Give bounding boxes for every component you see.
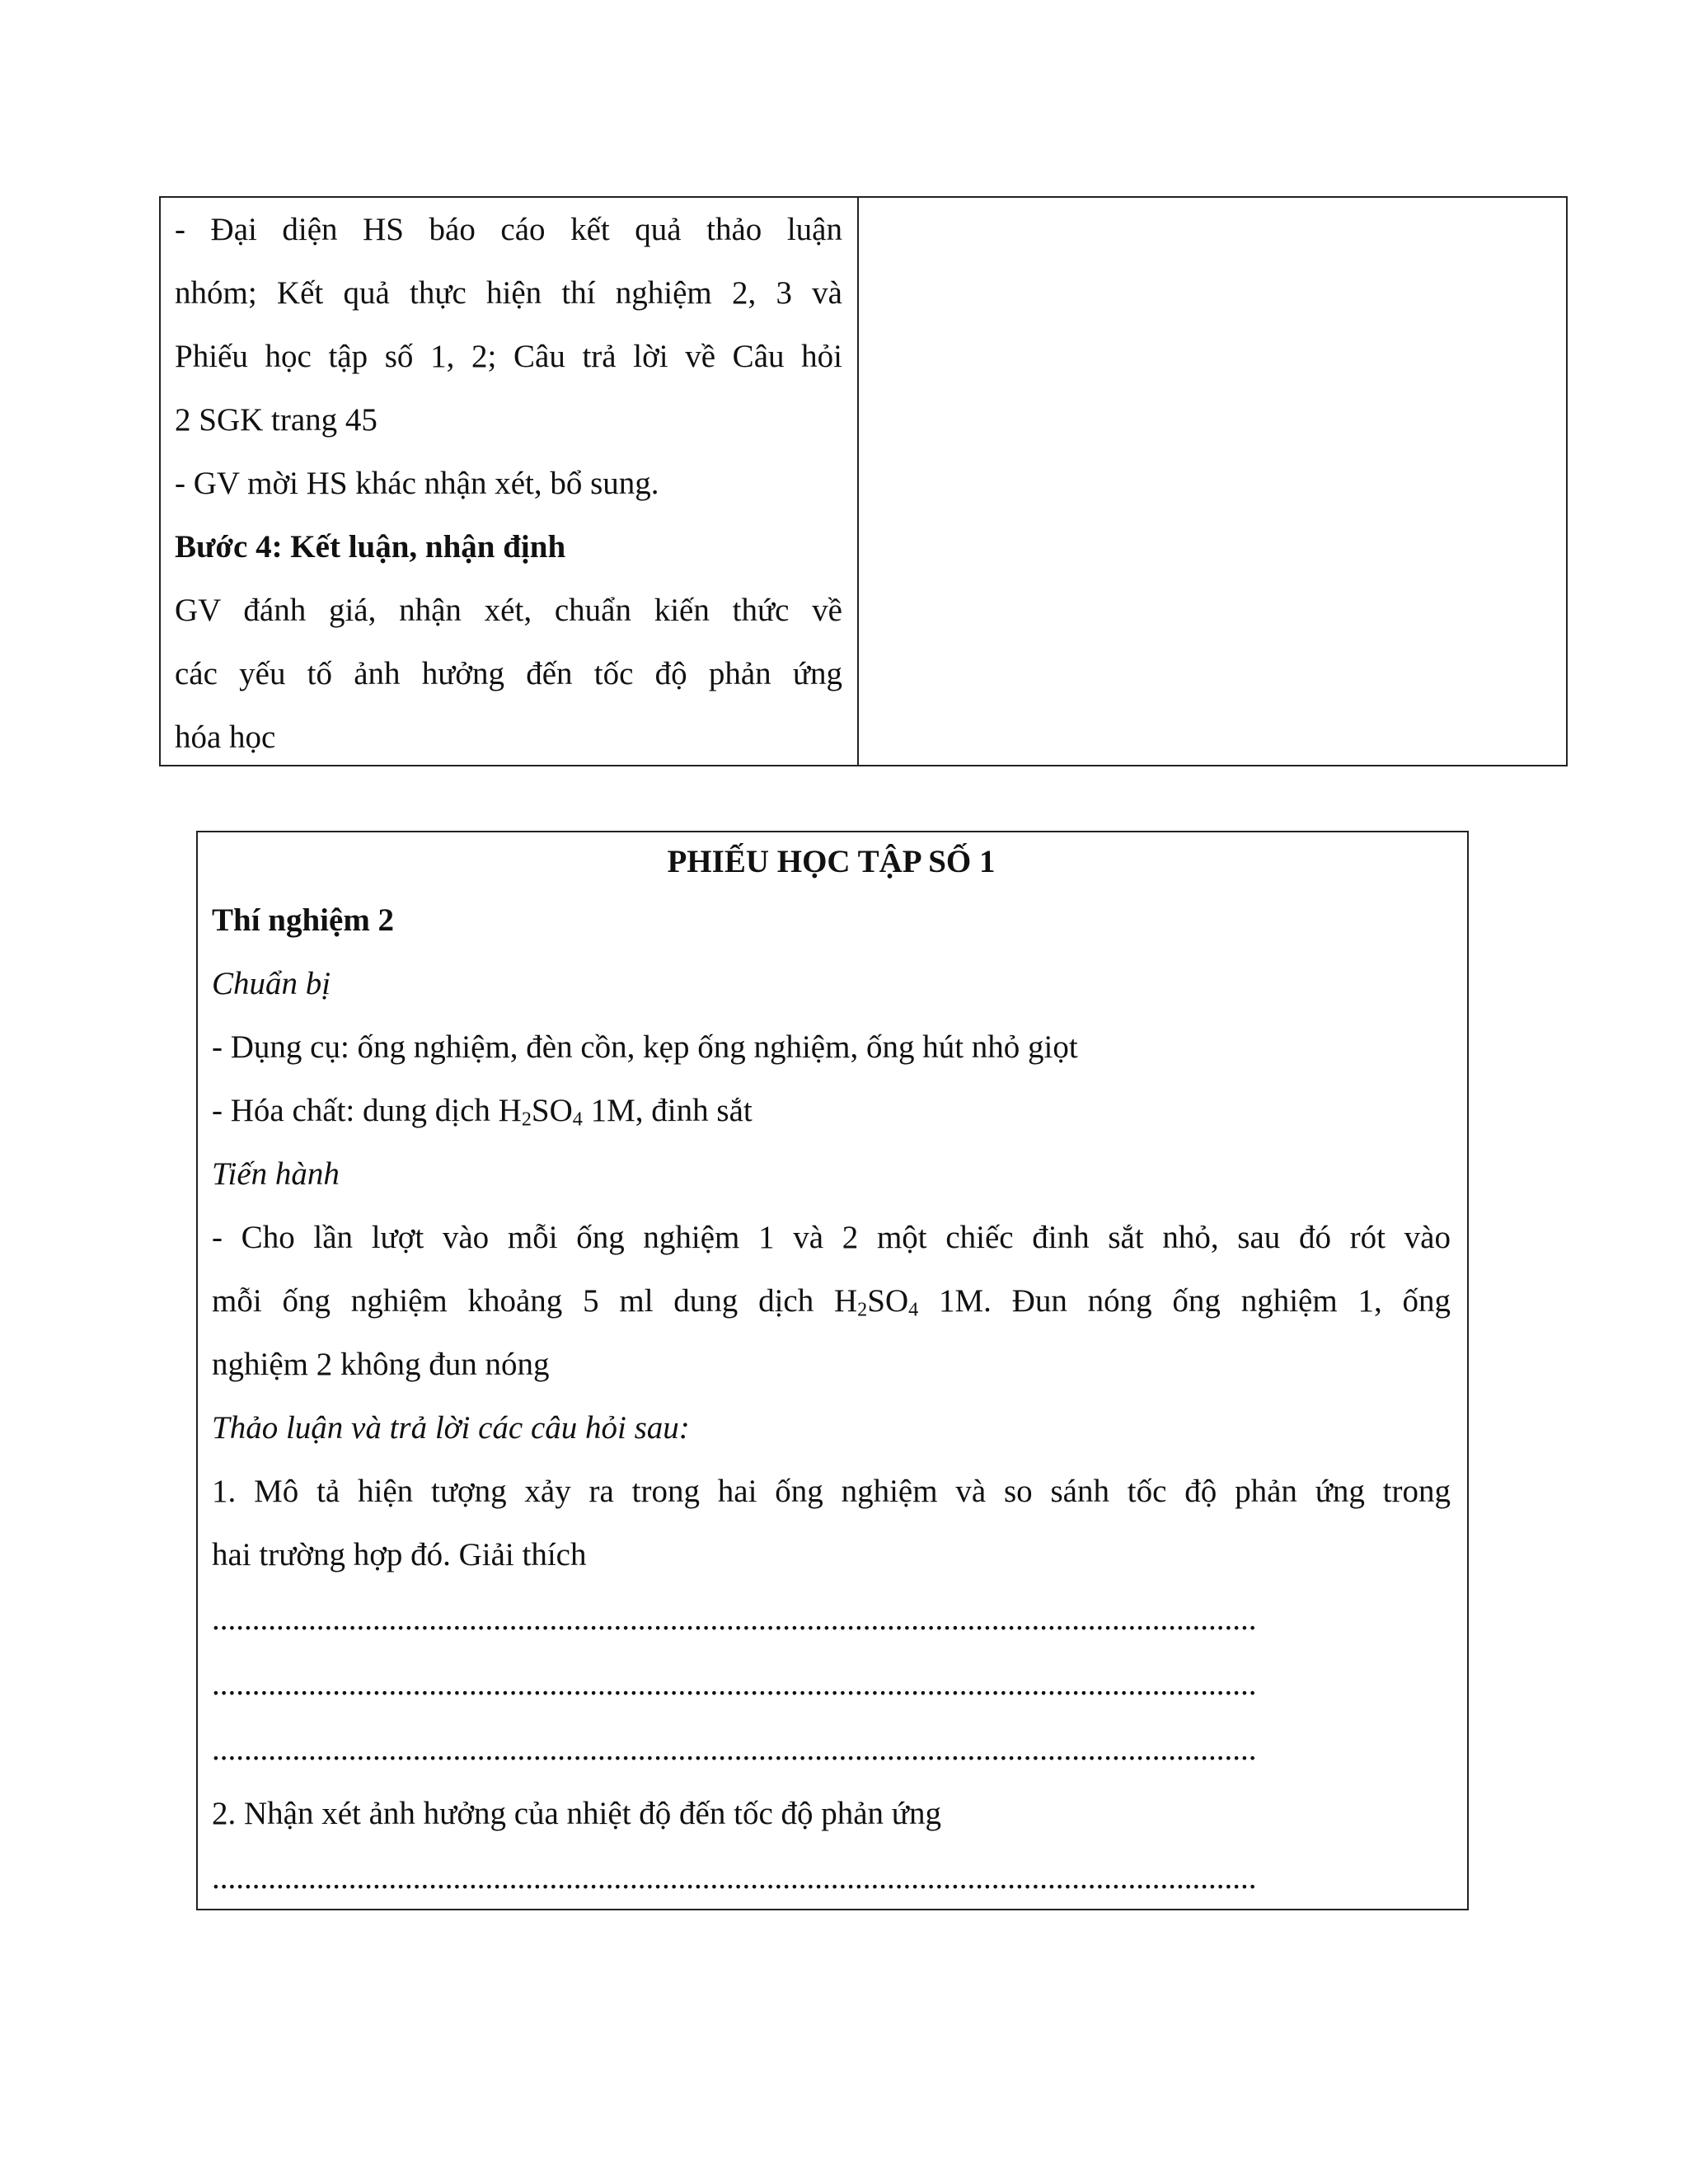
procedure-line-2-prefix: mỗi ống nghiệm khoảng 5 ml dung dịch H — [212, 1283, 858, 1319]
prepare-heading: Chuẩn bị — [212, 966, 331, 1001]
chemicals-subscript-4: 4 — [572, 1108, 583, 1131]
answer-line-4[interactable]: .................................................................................................................................. — [212, 1860, 1257, 1896]
conclusion-line-1: GV đánh giá, nhận xét, chuẩn kiến thức về — [175, 593, 842, 628]
chemicals-prefix: - Hóa chất: dung dịch H — [212, 1093, 522, 1128]
chemicals-line — [212, 1079, 1451, 1142]
teacher-invite-line: - GV mời HS khác nhận xét, bổ sung. — [175, 466, 659, 501]
procedure-so: SO — [867, 1283, 909, 1319]
chemicals-so: SO — [531, 1093, 573, 1128]
question-1-line-2: hai trường hợp đó. Giải thích — [212, 1537, 587, 1572]
procedure-line-3: nghiệm 2 không đun nóng — [212, 1347, 550, 1382]
report-line-4: 2 SGK trang 45 — [175, 402, 377, 438]
answer-line-2[interactable]: .................................................................................................................................. — [212, 1666, 1257, 1702]
conclusion-line-3: hóa học — [175, 719, 276, 755]
conclusion-line-2: các yếu tố ảnh hưởng đến tốc độ phản ứng — [175, 656, 842, 691]
discussion-heading: Thảo luận và trả lời các câu hỏi sau: — [212, 1410, 690, 1446]
procedure-line-2-suffix: 1M. Đun nóng ống nghiệm 1, ống — [918, 1283, 1451, 1319]
report-line-2: nhóm; Kết quả thực hiện thí nghiệm 2, 3 và — [175, 275, 842, 311]
equipment-line: - Dụng cụ: ống nghiệm, đèn cồn, kẹp ống nghiệm, ống hút nhỏ giọt — [212, 1029, 1078, 1065]
report-line-3: Phiếu học tập số 1, 2; Câu trả lời về Câu hỏi — [175, 339, 842, 374]
experiment-heading: Thí nghiệm 2 — [212, 902, 395, 938]
procedure-subscript-2: 2 — [857, 1298, 868, 1321]
question-1-line-1: 1. Mô tả hiện tượng xảy ra trong hai ống nghiệm và so sánh tốc độ phản ứng trong — [212, 1474, 1451, 1509]
chemicals-suffix: 1M, đinh sắt — [582, 1093, 753, 1128]
activity-table — [159, 196, 1568, 766]
chemicals-subscript-2: 2 — [521, 1108, 532, 1131]
procedure-line-2 — [212, 1269, 1451, 1333]
report-line-1: - Đại diện HS báo cáo kết quả thảo luận — [175, 212, 842, 247]
answer-line-3[interactable]: .................................................................................................................................. — [212, 1732, 1257, 1767]
answer-line-1[interactable]: .................................................................................................................................. — [212, 1601, 1257, 1637]
worksheet-title: PHIẾU HỌC TẬP SỐ 1 — [667, 844, 996, 879]
step4-heading: Bước 4: Kết luận, nhận định — [175, 529, 566, 565]
procedure-heading: Tiến hành — [212, 1156, 340, 1192]
worksheet-box — [196, 831, 1469, 1910]
procedure-subscript-4: 4 — [908, 1298, 919, 1321]
procedure-line-1: - Cho lần lượt vào mỗi ống nghiệm 1 và 2 một chiếc đinh sắt nhỏ, sau đó rót vào — [212, 1220, 1451, 1255]
activity-table-left-cell — [161, 198, 859, 765]
activity-table-right-cell — [859, 198, 1566, 765]
question-2: 2. Nhận xét ảnh hưởng của nhiệt độ đến tốc độ phản ứng — [212, 1796, 941, 1831]
